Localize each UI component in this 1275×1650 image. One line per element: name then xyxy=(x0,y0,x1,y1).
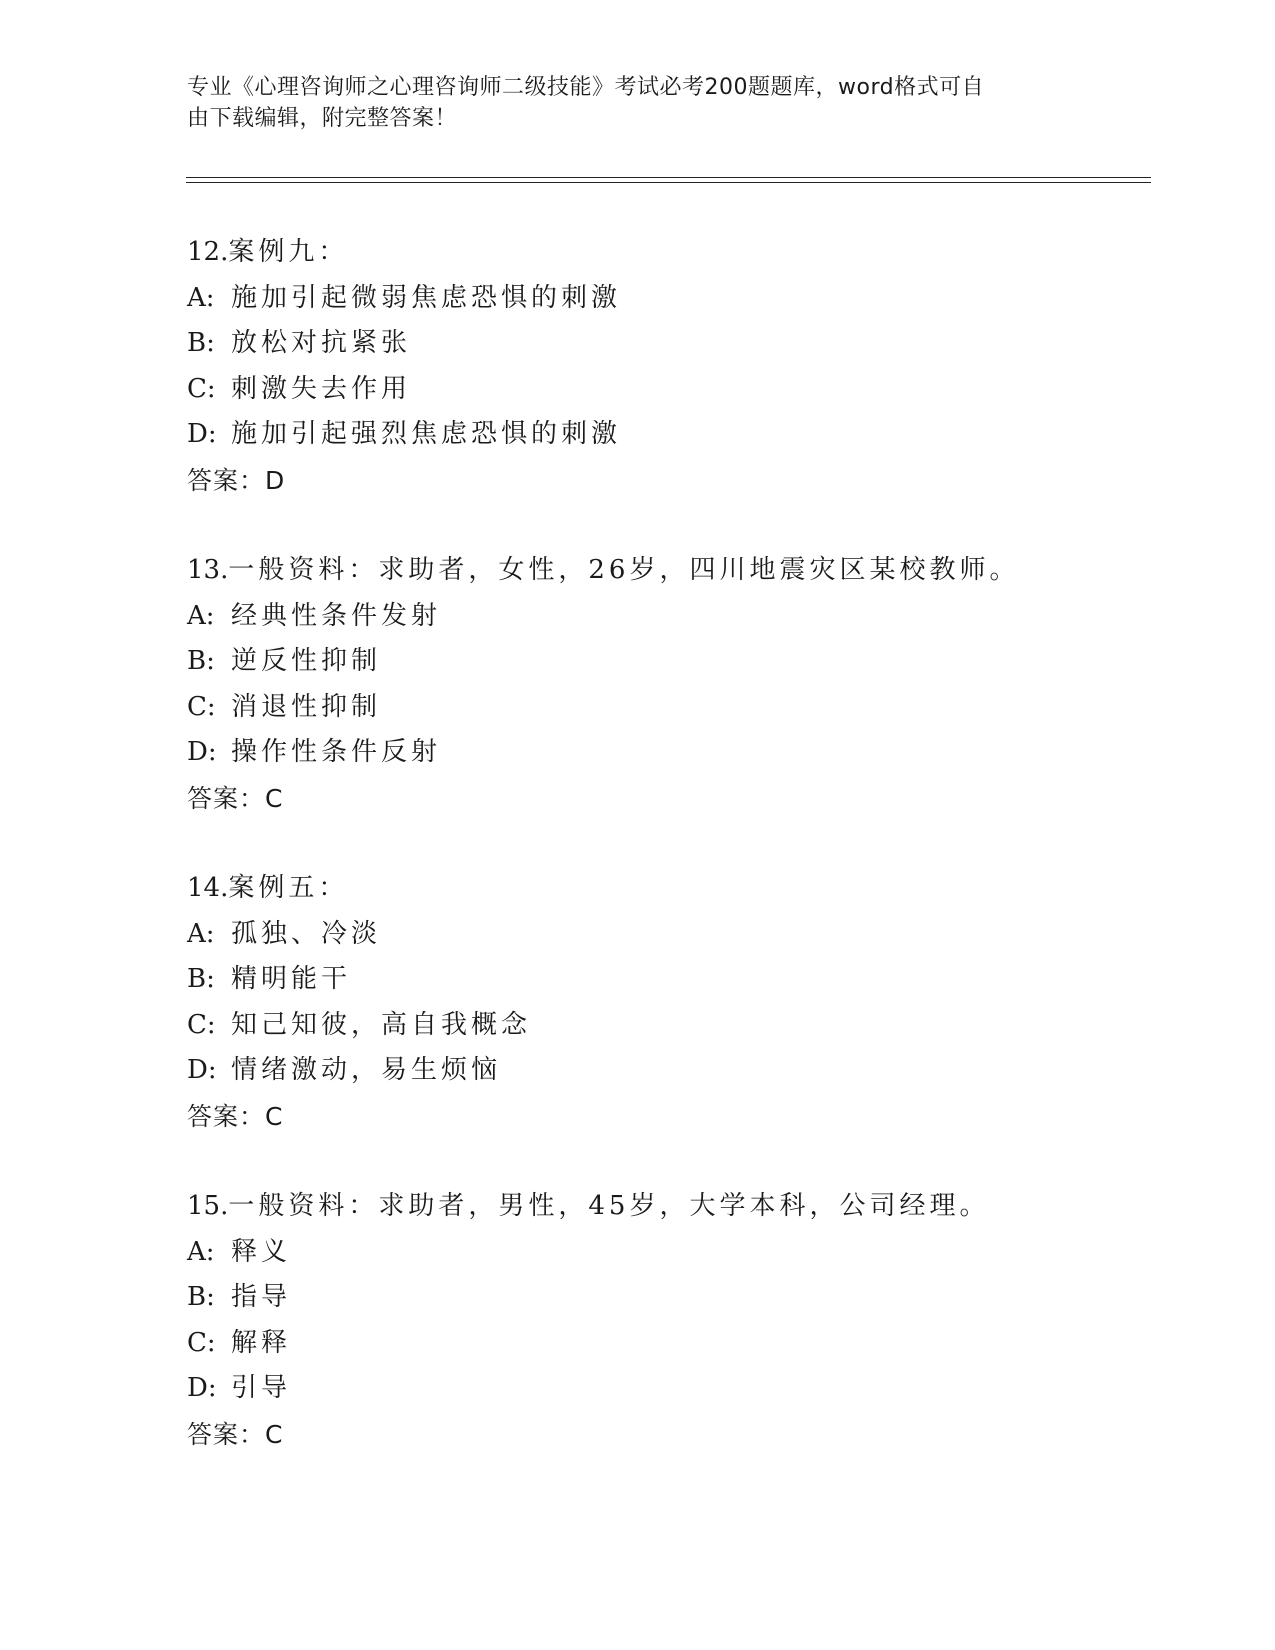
option-b xyxy=(187,321,621,367)
question-title xyxy=(187,230,621,276)
option-letter: D: xyxy=(187,1055,217,1085)
option-c xyxy=(187,1321,989,1367)
option-c xyxy=(187,1003,531,1049)
option-letter: C: xyxy=(187,373,216,404)
question-number: 12. xyxy=(187,237,229,267)
question-title xyxy=(187,548,1019,594)
option-c xyxy=(187,367,621,413)
option-letter: A: xyxy=(187,600,215,631)
question-13 xyxy=(187,548,1019,821)
option-letter: A: xyxy=(187,918,215,949)
answer: 答案：C xyxy=(187,783,284,813)
option-a xyxy=(187,1230,989,1276)
option-text: 解释 xyxy=(231,1327,292,1358)
option-b xyxy=(187,1275,989,1321)
header-line-2: 由下载编辑，附完整答案！ xyxy=(187,106,458,131)
option-text: 经典性条件发射 xyxy=(231,600,442,631)
option-letter: A: xyxy=(187,1236,215,1267)
option-letter: B: xyxy=(187,1282,215,1312)
option-letter: B: xyxy=(187,646,215,676)
option-letter: D: xyxy=(187,737,217,767)
option-text: 精明能干 xyxy=(231,964,352,994)
header-divider-top xyxy=(186,177,1151,178)
option-a xyxy=(187,594,1019,640)
option-text: 施加引起微弱焦虑恐惧的刺激 xyxy=(231,282,622,313)
option-text: 施加引起强烈焦虑恐惧的刺激 xyxy=(231,419,622,449)
option-text: 指导 xyxy=(231,1282,292,1312)
question-text: 案例五： xyxy=(228,873,349,903)
document-header xyxy=(187,72,1067,134)
option-text: 孤独、冷淡 xyxy=(231,918,382,949)
question-text: 案例九： xyxy=(228,237,349,267)
question-text: 一般资料：求助者，女性，26岁，四川地震灾区某校教师。 xyxy=(228,555,1020,585)
option-letter: B: xyxy=(187,964,215,994)
option-text: 逆反性抑制 xyxy=(231,646,382,676)
question-number: 15. xyxy=(187,1191,229,1221)
question-14 xyxy=(187,866,531,1139)
question-number: 14. xyxy=(187,873,229,903)
option-text: 消退性抑制 xyxy=(231,691,382,722)
option-letter: C: xyxy=(187,1327,216,1358)
question-title xyxy=(187,1184,989,1230)
question-12 xyxy=(187,230,621,503)
option-text: 操作性条件反射 xyxy=(231,737,442,767)
option-text: 引导 xyxy=(231,1373,292,1403)
answer: 答案：C xyxy=(187,1419,284,1449)
option-a xyxy=(187,276,621,322)
option-text: 情绪激动，易生烦恼 xyxy=(231,1055,502,1085)
option-text: 刺激失去作用 xyxy=(231,373,412,404)
option-b xyxy=(187,957,531,1003)
option-text: 释义 xyxy=(231,1236,292,1267)
option-d xyxy=(187,730,1019,776)
option-text: 放松对抗紧张 xyxy=(231,328,412,358)
answer: 答案：C xyxy=(187,1101,284,1131)
option-b xyxy=(187,639,1019,685)
option-letter: B: xyxy=(187,328,215,358)
question-15 xyxy=(187,1184,989,1457)
option-text: 知己知彼，高自我概念 xyxy=(231,1009,532,1040)
option-letter: A: xyxy=(187,282,215,313)
question-text: 一般资料：求助者，男性，45岁，大学本科，公司经理。 xyxy=(228,1191,990,1221)
option-letter: C: xyxy=(187,691,216,722)
option-d xyxy=(187,1048,531,1094)
header-divider-bottom xyxy=(186,182,1151,183)
header-line-1: 专业《心理咨询师之心理咨询师二级技能》考试必考200题题库，word格式可自 xyxy=(187,75,985,100)
option-a xyxy=(187,912,531,958)
question-number: 13. xyxy=(187,555,229,585)
option-d xyxy=(187,412,621,458)
option-d xyxy=(187,1366,989,1412)
question-title xyxy=(187,866,531,912)
option-letter: C: xyxy=(187,1009,216,1040)
answer: 答案：D xyxy=(187,465,286,495)
option-letter: D: xyxy=(187,419,217,449)
option-c xyxy=(187,685,1019,731)
option-letter: D: xyxy=(187,1373,217,1403)
